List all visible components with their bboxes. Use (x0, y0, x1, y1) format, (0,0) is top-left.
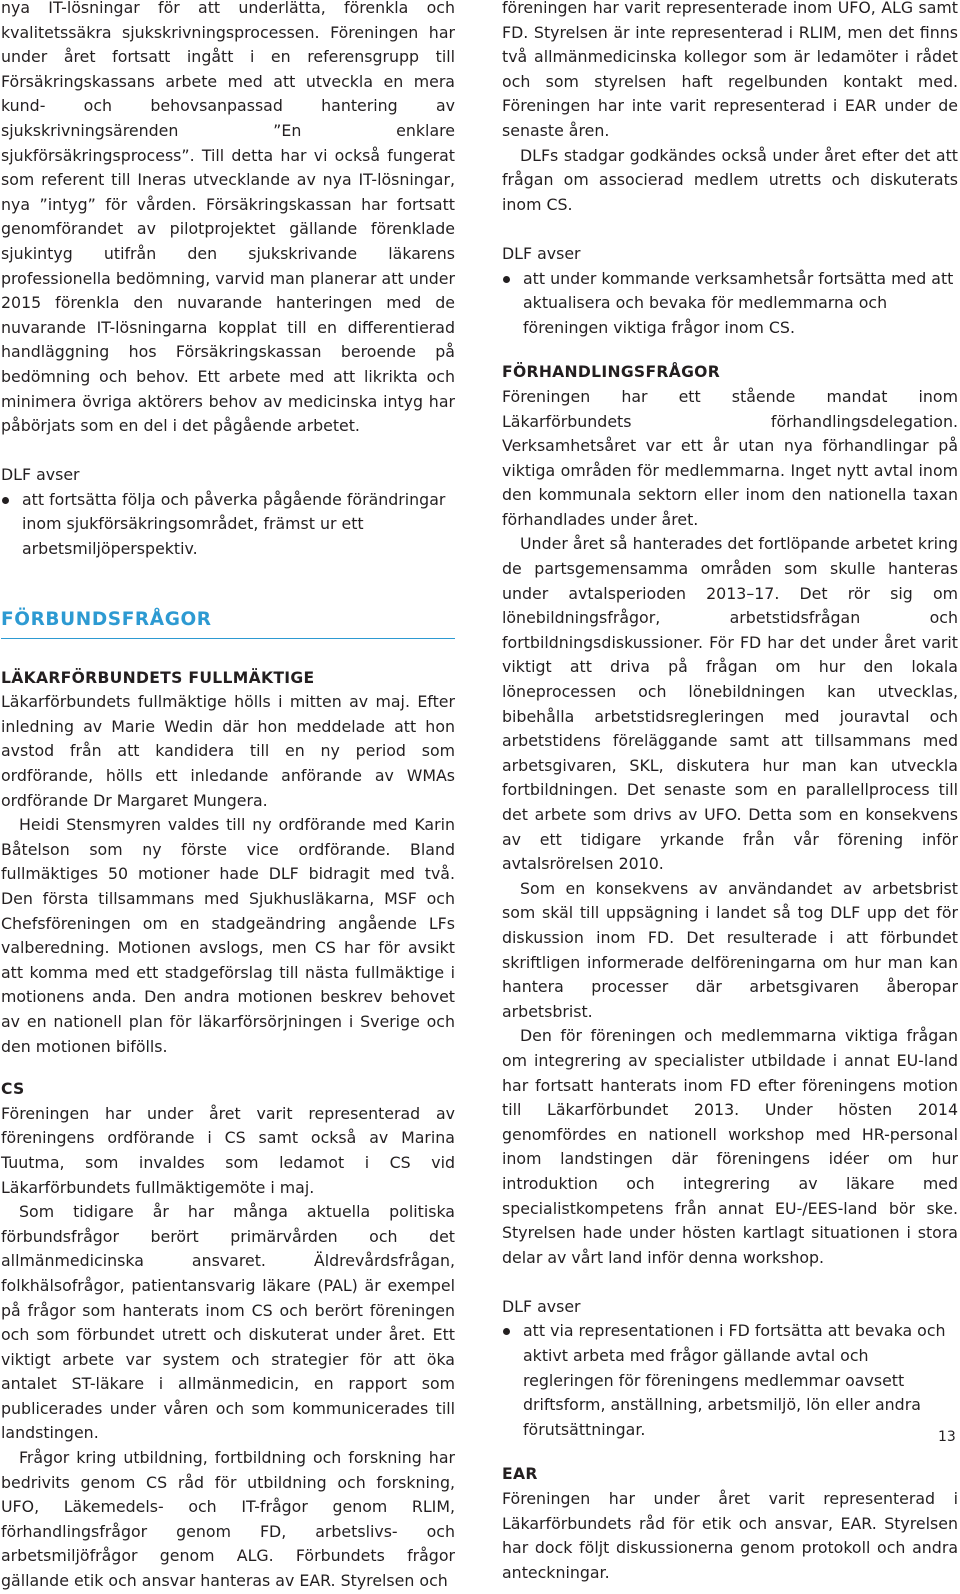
cs-paragraph-3: Frågor kring utbildning, fortbildning och forskning har bedrivits genom CS råd för utbildning och forskning, UFO, Läkemedels- och IT-frågor genom RLIM, förhandlingsfrågor genom FD, arbetslivs- och arbetsmiljöfrågor genom ALG. Förbundets frågor gällande etik och ansvar hanteras av EAR. Styrelsen och (1, 1448, 455, 1591)
forhandling-paragraph-2: Under året så hanterades det fortlöpande arbetet kring de partsgemensamma områden som skulle hanteras under avtalsperioden 2013–17. Det rör sig om lönebildningsfrågor, arbetstidsfrågan och fortbildningsdiskussioner. För FD har det under året varit viktigt att driva på frågan om hur den lokala löneprocessen och lönebildningen kan utvecklas, bibehålla arbetstidsregleringen med jouravtal och arbetstidens föreläggande samt att tillsammans med arbetsgivaren, SKL, diskutera hur man kan utveckla fortbildningen. Det senaste som en parallellprocess till det arbete som drivs av UFO. Detta som en konsekvens av ett tidigare yrkande från vår förening inför avtalsrörelsen 2010. (502, 534, 958, 874)
forhandling-paragraph-4: Den för föreningen och medlemmarna viktiga frågan om integrering av specialister utbildade i annat EU-land har fortsatt hanterats inom FD efter föreningens motion till Läkarförbundet 2013. Under hösten 2014 genomfördes en nationell workshop med HR-personal inom landstingen där föreningens idéer om hur introduktion och integrering av läkare med specialistkompetens från annat EU-/EES-land bör ske. Styrelsen hade under hösten kartlagt situationen i stora delar av vårt land inför denna workshop. (502, 1026, 958, 1267)
page-number: 13 (938, 1429, 956, 1445)
bullet-item: att under kommande verksamhetsår fortsätta med att aktualisera och bevaka för medlemmarna och föreningen viktiga frågor inom CS. (502, 267, 958, 341)
dlf-avser-label: DLF avser (1, 465, 80, 485)
dlf-avser-list (1, 488, 455, 562)
fullmaktige-paragraph-1: Läkarförbundets fullmäktige hölls i mitten av maj. Efter inledning av Marie Wedin där hon meddelade att hon avstod från att kandidera till en ny period som ordförande, hölls ett inledande anförande av WMAs ordförande Dr Margaret Mungera. (1, 692, 455, 810)
forhandling-paragraph-3: Som en konsekvens av användandet av arbetsbrist som skäl till uppsägning i landet så tog DLF upp det för diskussion inom FD. Det resulterade i att förbundet skriftligen informerade delföreningarna om hur man kan hantera processer där arbetsgivaren åberopar arbetsbrist. (502, 878, 958, 1021)
heading-ear: EAR (502, 1465, 538, 1484)
dlf-avser-list (502, 1319, 958, 1442)
fullmaktige-paragraph-2: Heidi Stensmyren valdes till ny ordförande med Karin Båtelson som ny förste vice ordförande. Bland fullmäktiges 50 motioner hade DLF bidragit med två. Den första tillsammans med Sjukhusläkarna, MSF och Chefsföreningen om en stadgeändring angående LFs valberedning. Motionen avslogs, men CS har för avsikt att komma med ett stadgeförslag till nästa fullmäktige i motionens anda. Den andra motionen beskrev behovet av en nationell plan för läkarförsörjningen i Sverige och den motionen bifölls. (1, 815, 455, 1056)
left-column (1, 0, 455, 1594)
heading-cs: CS (1, 1080, 25, 1099)
ear-paragraph-1: Föreningen har under året varit representerad i Läkarförbundets råd för etik och ansvar, EAR. Styrelsen har dock följt diskussionerna genom protokoll och andra anteckningar. (502, 1489, 958, 1582)
heading-lakarforbundets-fullmaktige: LÄKARFÖRBUNDETS FULLMÄKTIGE (1, 668, 315, 687)
dlf-avser-list (502, 267, 958, 341)
right-intro-paragraph-1: föreningen har varit representerade inom UFO, ALG samt FD. Styrelsen är inte representerad i RLIM, men det finns två allmänmedicinska kollegor som är ledamöter i rådet och som styrelsen haft regelbunden kontakt med. Föreningen har inte varit representerad i EAR under de senaste åren. (502, 0, 958, 140)
section-heading-forbundsfragor: FÖRBUNDSFRÅGOR (1, 608, 455, 639)
cs-paragraph-1: Föreningen har under året varit representerad av föreningens ordförande i CS samt också av Marina Tuutma, som invaldes som ledamot i CS vid Läkarförbundets fullmäktigemöte i maj. (1, 1103, 455, 1197)
intro-paragraph: nya IT-lösningar för att underlätta, förenkla och kvalitetssäkra sjukskrivningsprocessen. Föreningen har under året fortsatt ingått i en referensgrupp till Försäkringskassans arbete med att utveckla en mera kund- och behovsanpassad hantering av sjukskrivningsärenden ”En enklare sjukförsäkringsprocess”. Till detta har vi också fungerat som referent till Ineras utvecklande av nya IT-lösningar, nya ”intyg” för vården. Försäkringskassan har fortsatt genomförandet av pilotprojektet gällande förenklade sjukintyg utifrån den sjukskrivande läkarens professionella bedömning, varvid man planerar att under 2015 förenkla den nuvarande hanteringen med de nuvarande IT-lösningarna kopplat till en differentierad handläggning hos Försäkringskassan beroende på bedömning och behov. Ett arbete med att likrikta och minimera övriga aktörers behov av medicinska intyg har påbörjats som en del i det pågående arbetet. (1, 0, 455, 436)
dlf-avser-label: DLF avser (502, 1296, 581, 1316)
heading-forhandlingsfragor: FÖRHANDLINGSFRÅGOR (502, 363, 721, 382)
dlf-avser-label: DLF avser (502, 243, 581, 263)
cs-paragraph-2: Som tidigare år har många aktuella politiska förbundsfrågor berört primärvården och det allmänmedicinska ansvaret. Äldrevårdsfrågan, folkhälsofrågor, patientansvarig läkare (PAL) är exempel på frågor som hanterats inom CS och berört föreningen och som förbundet utrett och diskuterat under året. Ett viktigt arbete var system och strategier för att öka antalet ST-läkare i allmänmedicin, en rapport som publicerades under våren och som kommunicerades till landstingen. (1, 1202, 455, 1443)
right-intro-paragraph-2: DLFs stadgar godkändes också under året efter det att frågan om associerad medlem utretts och diskuterats inom CS. (502, 145, 958, 214)
right-column (502, 0, 958, 1585)
bullet-item: att fortsätta följa och påverka pågående förändringar inom sjukförsäkringsområdet, främst ur ett arbetsmiljöperspektiv. (1, 488, 455, 562)
forhandling-paragraph-1: Föreningen har ett stående mandat inom Läkarförbundets förhandlingsdelegation. Verksamhetsåret var ett år utan nya förhandlingar på viktiga områden för medlemmarna. Inget nytt avtal inom den kommunala sektorn eller inom den nationella taxan förhandlades under året. (502, 386, 958, 529)
bullet-item: att via representationen i FD fortsätta att bevaka och aktivt arbeta med frågor gällande avtal och regleringen för föreningens medlemmar oavsett driftsform, anställning, arbetsmiljö, lön eller andra förutsättningar. (502, 1319, 958, 1442)
